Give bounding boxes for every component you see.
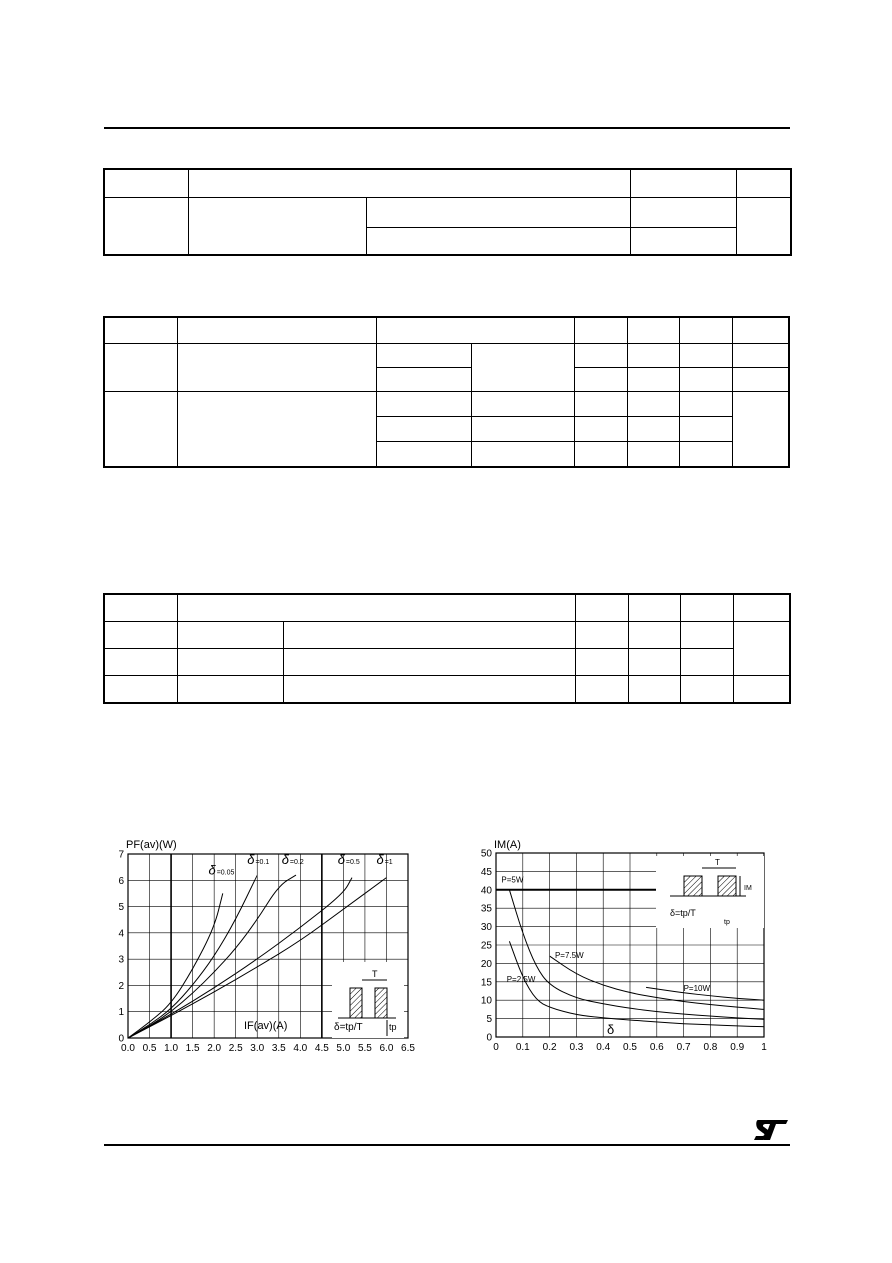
y-tick-label: 7	[118, 849, 124, 861]
y-tick-label: 0	[486, 1032, 492, 1044]
x-tick-label: 0.5	[623, 1042, 637, 1053]
x-tick-label: 4.0	[293, 1043, 308, 1054]
x-tick-label: 0.3	[569, 1042, 584, 1053]
table-2	[103, 316, 790, 468]
duty-cycle-formula: δ=tp/T	[670, 908, 696, 918]
table-cell	[628, 675, 680, 703]
table-cell	[471, 391, 574, 416]
power-dissipation-chart	[112, 836, 422, 1066]
table-1	[103, 168, 792, 256]
table-cell	[574, 367, 627, 391]
pulse-width-label: tp	[724, 919, 730, 926]
table-cell	[630, 169, 736, 197]
period-label: T	[715, 858, 720, 867]
table-cell	[575, 594, 628, 621]
x-tick-label: 0.1	[515, 1042, 530, 1053]
y-tick-label: 15	[480, 977, 492, 989]
table-cell	[104, 648, 177, 675]
top-rule	[104, 127, 790, 129]
table-cell	[575, 621, 628, 648]
table-cell	[283, 675, 575, 703]
table-cell	[283, 648, 575, 675]
table-cell	[679, 343, 732, 367]
st-logo	[752, 1118, 790, 1142]
table-cell	[627, 317, 679, 343]
table-cell	[679, 416, 732, 441]
x-tick-label: 1	[761, 1042, 767, 1053]
series-label: δ=0.2	[281, 851, 304, 867]
y-axis-label: PF(av)(W)	[126, 839, 177, 851]
table-cell	[574, 441, 627, 467]
table-cell	[627, 343, 679, 367]
y-tick-label: 50	[480, 848, 492, 860]
x-tick-label: 0.2	[542, 1042, 557, 1053]
y-axis-label: IM(A)	[494, 839, 521, 851]
table-cell	[627, 441, 679, 467]
period-label: T	[372, 969, 378, 979]
y-tick-label: 35	[480, 903, 492, 915]
table-cell	[471, 416, 574, 441]
y-tick-label: 5	[118, 902, 124, 914]
table-cell	[574, 416, 627, 441]
table-cell	[366, 227, 630, 255]
y-tick-label: 1	[118, 1007, 124, 1019]
table-cell	[177, 594, 575, 621]
x-axis-label: IF(av)(A)	[244, 1020, 288, 1032]
x-tick-label: 4.5	[314, 1043, 329, 1054]
table-cell	[733, 621, 790, 675]
table-cell	[679, 367, 732, 391]
peak-current-chart	[470, 836, 780, 1066]
table-cell	[104, 391, 177, 467]
table-cell	[376, 391, 471, 416]
table-cell	[574, 391, 627, 416]
table-cell	[376, 317, 574, 343]
series-label: P=5W	[501, 875, 524, 885]
table-cell	[104, 675, 177, 703]
series-line	[128, 893, 223, 1038]
y-tick-label: 2	[118, 980, 124, 992]
bottom-rule	[104, 1144, 790, 1146]
table-cell	[366, 197, 630, 227]
table-cell	[104, 169, 188, 197]
series-line	[506, 941, 764, 1026]
table-cell	[733, 594, 790, 621]
table-cell	[732, 317, 789, 343]
table-cell	[283, 621, 575, 648]
duty-cycle-formula: δ=tp/T	[334, 1022, 363, 1033]
table-cell	[376, 441, 471, 467]
table-cell	[732, 367, 789, 391]
table-cell	[630, 197, 736, 227]
table-cell	[627, 416, 679, 441]
x-tick-label: 5.0	[336, 1043, 351, 1054]
y-tick-label: 30	[480, 922, 492, 934]
y-tick-label: 3	[118, 954, 124, 966]
table-3	[103, 593, 791, 704]
x-tick-label: 6.5	[401, 1043, 415, 1054]
x-tick-label: 3.5	[271, 1043, 286, 1054]
x-tick-label: 3.0	[250, 1043, 265, 1054]
table-cell	[177, 648, 283, 675]
table-cell	[680, 594, 733, 621]
x-tick-label: 0.5	[142, 1043, 157, 1054]
series-label: δ=0.1	[247, 851, 270, 867]
series-line	[128, 875, 296, 1038]
x-tick-label: 0.8	[703, 1042, 718, 1053]
table-cell	[627, 367, 679, 391]
table-cell	[679, 391, 732, 416]
y-tick-label: 20	[480, 958, 492, 970]
y-tick-label: 40	[480, 885, 492, 897]
x-tick-label: 1.0	[164, 1043, 179, 1054]
table-cell	[177, 621, 283, 648]
pulse-width-label: tp	[389, 1022, 397, 1032]
x-tick-label: 2.0	[207, 1043, 222, 1054]
table-cell	[188, 169, 630, 197]
y-tick-label: 6	[118, 875, 124, 887]
table-cell	[471, 343, 574, 391]
y-tick-label: 4	[118, 928, 124, 940]
x-tick-label: 0	[493, 1042, 499, 1053]
table-cell	[680, 621, 733, 648]
table-cell	[177, 675, 283, 703]
table-cell	[628, 621, 680, 648]
table-cell	[680, 675, 733, 703]
table-cell	[628, 648, 680, 675]
y-tick-label: 0	[118, 1033, 124, 1045]
table-cell	[471, 441, 574, 467]
table-cell	[574, 317, 627, 343]
table-cell	[680, 648, 733, 675]
y-tick-label: 10	[480, 995, 492, 1007]
table-cell	[630, 227, 736, 255]
table-cell	[679, 441, 732, 467]
table-cell	[177, 391, 376, 467]
x-tick-label: 5.5	[357, 1043, 372, 1054]
series-label: δ=0.05	[208, 862, 235, 878]
table-cell	[104, 594, 177, 621]
table-cell	[104, 621, 177, 648]
y-tick-label: 25	[480, 940, 492, 952]
table-cell	[104, 197, 188, 255]
table-cell	[736, 169, 791, 197]
y-tick-label: 45	[480, 866, 492, 878]
series-label: δ=1	[376, 851, 393, 867]
table-cell	[627, 391, 679, 416]
x-tick-label: 0.9	[730, 1042, 745, 1053]
series-label: P=7.5W	[554, 950, 584, 960]
series-label: P=2.5W	[506, 974, 536, 984]
table-cell	[628, 594, 680, 621]
series-label: P=10W	[683, 984, 711, 993]
table-cell	[376, 367, 471, 391]
x-tick-label: 2.5	[228, 1043, 243, 1054]
table-cell	[574, 343, 627, 367]
table-cell	[177, 317, 376, 343]
table-cell	[575, 648, 628, 675]
x-tick-label: 0.0	[121, 1043, 135, 1054]
x-tick-label: 0.7	[676, 1042, 691, 1053]
table-cell	[104, 317, 177, 343]
series-label: δ=0.5	[337, 851, 360, 867]
table-cell	[177, 343, 376, 391]
y-tick-label: 5	[486, 1014, 492, 1026]
table-cell	[575, 675, 628, 703]
x-tick-label: 1.5	[185, 1043, 200, 1054]
x-tick-label: 6.0	[379, 1043, 394, 1054]
x-tick-label: 0.4	[596, 1042, 611, 1053]
table-cell	[679, 317, 732, 343]
series-line	[128, 878, 352, 1038]
table-cell	[736, 197, 791, 255]
x-tick-label: 0.6	[649, 1042, 664, 1053]
amplitude-label: IM	[744, 885, 752, 892]
table-cell	[733, 675, 790, 703]
table-cell	[188, 197, 366, 255]
table-cell	[104, 343, 177, 391]
x-axis-label: δ	[607, 1022, 615, 1037]
table-cell	[732, 391, 789, 467]
table-cell	[376, 416, 471, 441]
table-cell	[732, 343, 789, 367]
table-cell	[376, 343, 471, 367]
